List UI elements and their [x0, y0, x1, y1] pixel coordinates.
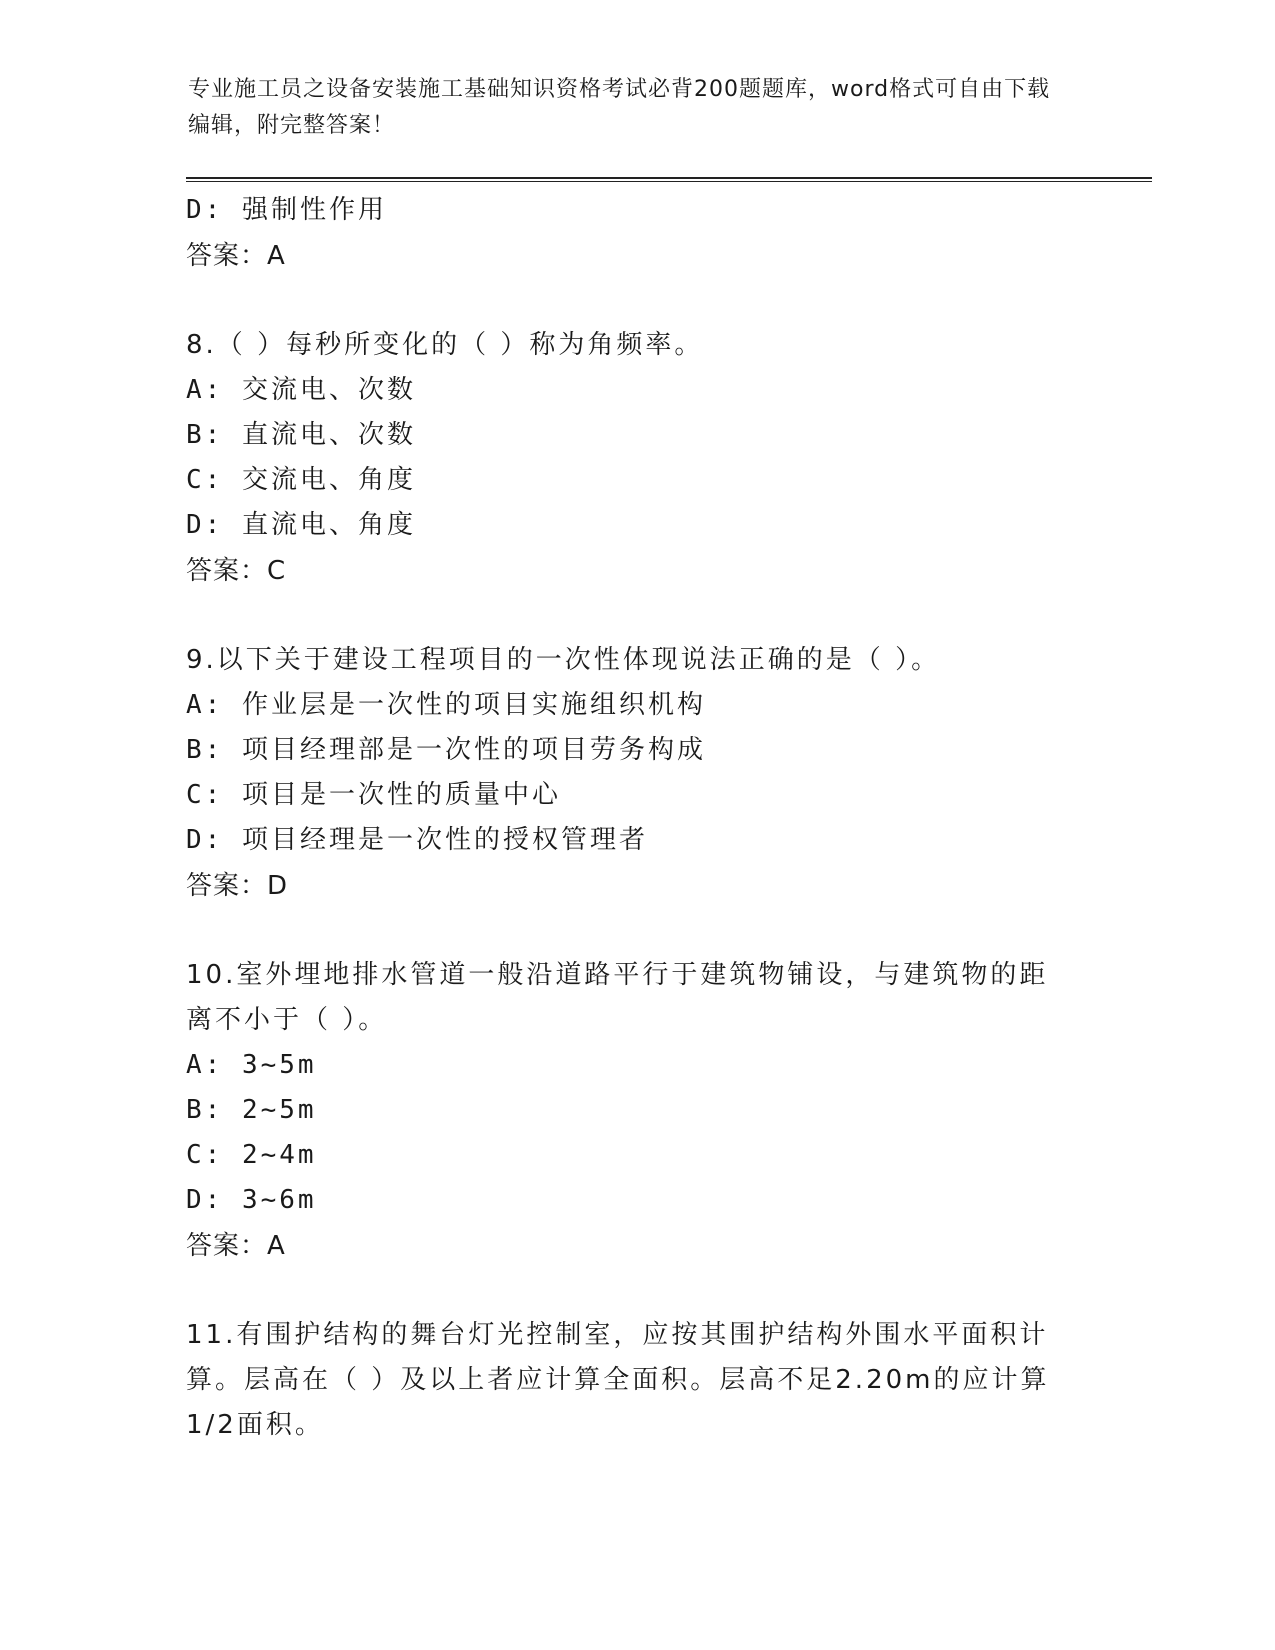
- option-a: A: 作业层是一次性的项目实施组织机构: [186, 690, 706, 720]
- question-10: [186, 953, 1086, 1269]
- option-c: C: 交流电、角度: [186, 465, 416, 495]
- option-b: B: 项目经理部是一次性的项目劳务构成: [186, 735, 706, 765]
- question-title: 10.室外埋地排水管道一般沿道路平行于建筑物铺设，与建筑物的距离不小于（ ）。: [186, 960, 1049, 1035]
- question-8: [186, 323, 1086, 594]
- answer-label: 答案：A: [186, 241, 286, 271]
- option-d: D: 3~6m: [186, 1185, 317, 1215]
- option-b: B: 直流电、次数: [186, 420, 416, 450]
- spacer: [186, 909, 1086, 953]
- header-title: 专业施工员之设备安装施工基础知识资格考试必背200题题库，word格式可自由下载编辑，附完整答案！: [188, 77, 1051, 138]
- question-11: [186, 1313, 1086, 1448]
- spacer: [186, 594, 1086, 638]
- option-c: C: 2~4m: [186, 1140, 317, 1170]
- prev-question-tail: [186, 188, 1086, 279]
- question-title: 9.以下关于建设工程项目的一次性体现说法正确的是（ ）。: [186, 645, 941, 675]
- option-c: C: 项目是一次性的质量中心: [186, 780, 561, 810]
- header-divider: [186, 177, 1152, 182]
- spacer: [186, 1269, 1086, 1313]
- question-title: 8.（ ）每秒所变化的（ ）称为角频率。: [186, 330, 704, 360]
- page-header: [188, 72, 1068, 144]
- answer-label: 答案：A: [186, 1231, 286, 1261]
- option-d: D: 直流电、角度: [186, 510, 416, 540]
- option-a: A: 交流电、次数: [186, 375, 416, 405]
- answer-label: 答案：D: [186, 871, 289, 901]
- question-title: 11.有围护结构的舞台灯光控制室，应按其围护结构外围水平面积计算。层高在（ ）及以上者应计算全面积。层高不足2.20m的应计算1/2面积。: [186, 1320, 1050, 1440]
- option-d: D: 强制性作用: [186, 195, 387, 225]
- answer-label: 答案：C: [186, 556, 287, 586]
- question-list: [186, 188, 1086, 1448]
- option-a: A: 3~5m: [186, 1050, 317, 1080]
- option-d: D: 项目经理是一次性的授权管理者: [186, 825, 648, 855]
- question-9: [186, 638, 1086, 909]
- option-b: B: 2~5m: [186, 1095, 317, 1125]
- spacer: [186, 279, 1086, 323]
